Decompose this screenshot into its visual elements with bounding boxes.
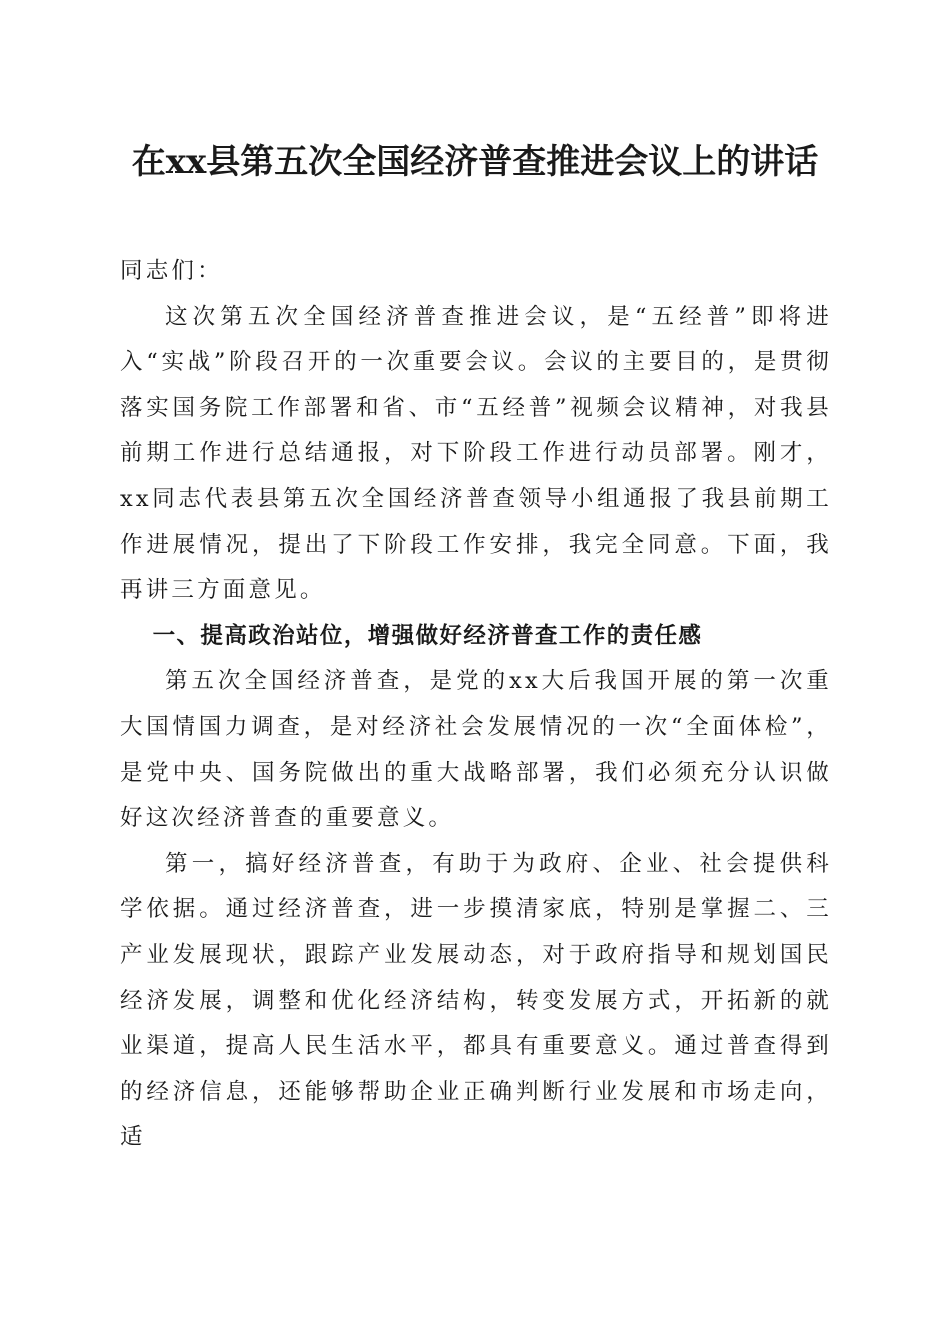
paragraph-significance: 第五次全国经济普查，是党的xx大后我国开展的第一次重大国情国力调查，是对经济社会发展情况的一次“全面体检”，是党中央、国务院做出的重大战略部署，我们必须充分认识做好这次经济普查的重要意义。 <box>120 668 832 832</box>
document-body <box>120 249 832 1161</box>
section-heading: 一、提高政治站位，增强做好经济普查工作的责任感 <box>152 622 703 649</box>
page-title: 在xx县第五次全国经济普查推进会议上的讲话 <box>131 142 819 182</box>
salutation: 同志们： <box>120 258 223 284</box>
paragraph-first-point: 第一，搞好经济普查，有助于为政府、企业、社会提供科学依据。通过经济普查，进一步摸清家底，特别是掌握二、三产业发展现状，跟踪产业发展动态，对于政府指导和规划国民经济发展，调整和优化经济结构，转变发展方式，开拓新的就业渠道，提高人民生活水平，都具有重要意义。通过普查得到的经济信息，还能够帮助企业正确判断行业发展和市场走向，适 <box>120 850 832 1151</box>
paragraph-intro: 这次第五次全国经济普查推进会议，是“五经普”即将进入“实战”阶段召开的一次重要会议。会议的主要目的，是贯彻落实国务院工作部署和省、市“五经普”视频会议精神，对我县前期工作进行总结通报，对下阶段工作进行动员部署。刚才，xx同志代表县第五次全国经济普查领导小组通报了我县前期工作进展情况，提出了下阶段工作安排，我完全同意。下面，我再讲三方面意见。 <box>120 303 832 604</box>
